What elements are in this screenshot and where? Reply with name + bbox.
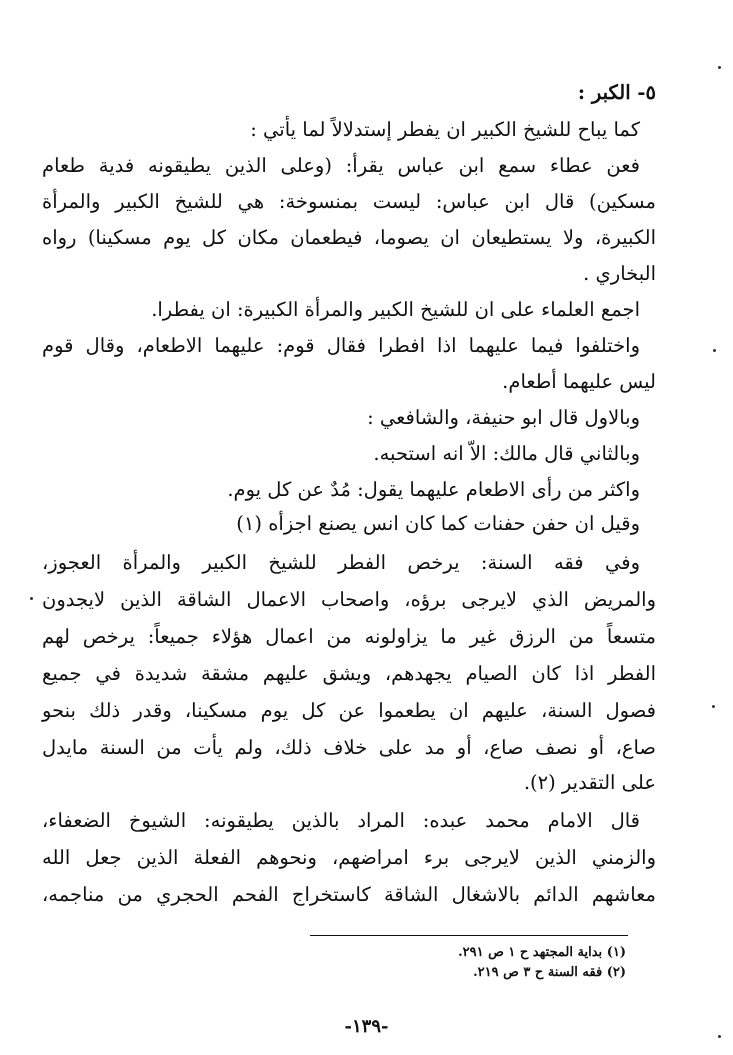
paragraph-line: كما يباح للشيخ الكبير ان يفطر إستدلالاً لما يأتي : bbox=[250, 118, 640, 141]
paragraph-line: ليس عليهما أطعام. bbox=[502, 370, 656, 393]
paragraph-line: صاع، أو نصف صاع، أو مد على خلاف ذلك، ولم يأت من السنة مايدل bbox=[42, 736, 656, 759]
paragraph-line: واختلفوا فيما عليهما اذا افطرا فقال قوم: عليهما الاطعام، وقال قوم bbox=[42, 334, 640, 357]
paragraph-line: والزمني الذين لايرجى برء امراضهم، ونحوهم الفعلة الذين جعل الله bbox=[42, 846, 656, 869]
paragraph-line: معاشهم الدائم بالاشغال الشاقة كاستخراج الفحم الحجري من مناجمه، bbox=[42, 883, 656, 906]
paragraph-line: واكثر من رأى الاطعام عليهما يقول: مُدٌ عن كل يوم. bbox=[227, 478, 640, 501]
paragraph-line: على التقدير (٢). bbox=[523, 771, 656, 794]
paragraph-line: والمريض الذي لايرجى برؤه، واصحاب الاعمال الشاقة الذين لايجدون bbox=[42, 588, 656, 611]
scan-speck bbox=[718, 1035, 721, 1038]
scan-speck bbox=[712, 705, 715, 708]
footnote-divider bbox=[310, 935, 628, 936]
paragraph-line: البخاري . bbox=[583, 262, 656, 285]
footnote: (٢) فقه السنة ح ٣ ص ٢١٩. bbox=[473, 965, 626, 980]
paragraph-line: قال الامام محمد عبده: المراد بالذين يطيقونه: الشيوخ الضعفاء، bbox=[42, 809, 640, 832]
scan-speck bbox=[30, 597, 33, 600]
paragraph-line: فعن عطاء سمع ابن عباس يقرأ: (وعلى الذين يطيقونه فدية طعام bbox=[42, 154, 640, 177]
paragraph-line: مسكين) قال ابن عباس: ليست بمنسوخة: هي للشيخ الكبير والمرأة bbox=[42, 190, 656, 213]
paragraph-line: وبالثاني قال مالك: الاّ انه استحبه. bbox=[373, 442, 640, 465]
paragraph-line: الفطر اذا كان الصيام يجهدهم، ويشق عليهم مشقة شديدة في جميع bbox=[42, 662, 656, 685]
paragraph-line: الكبيرة، ولا يستطيعان ان يصوما، فيطعمان مكان كل يوم مسكينا) رواه bbox=[42, 226, 656, 249]
paragraph-line: متسعاً من الرزق غير ما يزاولونه من اعمال هؤلاء جميعاً: يرخص لهم bbox=[42, 625, 656, 648]
page-number: -١٣٩- bbox=[344, 1016, 389, 1037]
section-heading: ٥- الكبر : bbox=[577, 81, 656, 104]
paragraph-line: اجمع العلماء على ان للشيخ الكبير والمرأة الكبيرة: ان يفطرا. bbox=[151, 298, 640, 321]
paragraph-line: وقيل ان حفن حفنات كما كان انس يصنع اجزأه (١) bbox=[236, 512, 640, 535]
paragraph-line: فصول السنة، عليهم ان يطعموا عن كل يوم مسكينا، وقدر ذلك بنحو bbox=[42, 699, 656, 722]
paragraph-line: وفي فقه السنة: يرخص الفطر للشيخ الكبير والمرأة العجوز، bbox=[42, 551, 640, 574]
footnote: (١) بداية المجتهد ح ١ ص ٢٩١. bbox=[458, 945, 626, 960]
paragraph-line: وبالاول قال ابو حنيفة، والشافعي : bbox=[367, 406, 640, 429]
scan-speck bbox=[718, 66, 721, 69]
scan-speck bbox=[713, 349, 716, 352]
